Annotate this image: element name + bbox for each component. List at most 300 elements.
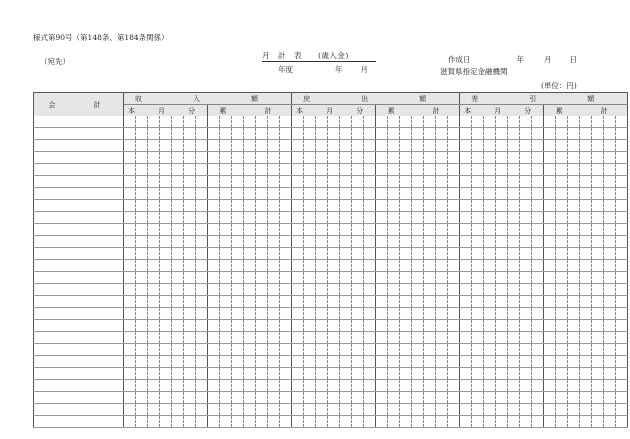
digit-cell[interactable]: [424, 200, 436, 212]
digit-cell[interactable]: [424, 380, 436, 392]
digit-cell[interactable]: [292, 116, 304, 128]
digit-cell[interactable]: [136, 320, 148, 332]
digit-cell[interactable]: [520, 164, 532, 176]
digit-cell[interactable]: [568, 236, 580, 248]
digit-cell[interactable]: [544, 212, 556, 224]
digit-cell[interactable]: [460, 236, 472, 248]
digit-cell[interactable]: [268, 416, 280, 428]
digit-cell[interactable]: [172, 128, 184, 140]
digit-cell[interactable]: [568, 260, 580, 272]
digit-cell[interactable]: [184, 140, 196, 152]
digit-cell[interactable]: [196, 344, 208, 356]
digit-cell[interactable]: [196, 320, 208, 332]
digit-cell[interactable]: [592, 128, 604, 140]
digit-cell[interactable]: [292, 416, 304, 428]
digit-cell[interactable]: [352, 284, 364, 296]
digit-cell[interactable]: [400, 128, 412, 140]
digit-cell[interactable]: [172, 416, 184, 428]
digit-cell[interactable]: [520, 416, 532, 428]
digit-cell[interactable]: [316, 392, 328, 404]
digit-cell[interactable]: [328, 128, 340, 140]
digit-cell[interactable]: [532, 236, 544, 248]
digit-cell[interactable]: [424, 128, 436, 140]
digit-cell[interactable]: [124, 176, 136, 188]
digit-cell[interactable]: [604, 140, 616, 152]
digit-cell[interactable]: [232, 236, 244, 248]
digit-cell[interactable]: [292, 224, 304, 236]
digit-cell[interactable]: [304, 224, 316, 236]
digit-cell[interactable]: [448, 176, 460, 188]
digit-cell[interactable]: [184, 212, 196, 224]
digit-cell[interactable]: [616, 140, 628, 152]
digit-cell[interactable]: [496, 320, 508, 332]
digit-cell[interactable]: [292, 344, 304, 356]
digit-cell[interactable]: [592, 356, 604, 368]
digit-cell[interactable]: [580, 332, 592, 344]
digit-cell[interactable]: [268, 344, 280, 356]
digit-cell[interactable]: [160, 152, 172, 164]
digit-cell[interactable]: [448, 152, 460, 164]
digit-cell[interactable]: [280, 200, 292, 212]
digit-cell[interactable]: [400, 224, 412, 236]
digit-cell[interactable]: [148, 296, 160, 308]
digit-cell[interactable]: [172, 356, 184, 368]
digit-cell[interactable]: [352, 188, 364, 200]
digit-cell[interactable]: [364, 176, 376, 188]
digit-cell[interactable]: [424, 308, 436, 320]
digit-cell[interactable]: [196, 272, 208, 284]
digit-cell[interactable]: [184, 416, 196, 428]
digit-cell[interactable]: [412, 200, 424, 212]
digit-cell[interactable]: [436, 344, 448, 356]
digit-cell[interactable]: [544, 140, 556, 152]
digit-cell[interactable]: [292, 272, 304, 284]
digit-cell[interactable]: [304, 236, 316, 248]
digit-cell[interactable]: [136, 116, 148, 128]
digit-cell[interactable]: [268, 404, 280, 416]
digit-cell[interactable]: [172, 392, 184, 404]
digit-cell[interactable]: [364, 212, 376, 224]
digit-cell[interactable]: [484, 320, 496, 332]
digit-cell[interactable]: [436, 272, 448, 284]
digit-cell[interactable]: [256, 380, 268, 392]
digit-cell[interactable]: [448, 320, 460, 332]
digit-cell[interactable]: [232, 404, 244, 416]
digit-cell[interactable]: [508, 392, 520, 404]
digit-cell[interactable]: [148, 392, 160, 404]
digit-cell[interactable]: [268, 380, 280, 392]
digit-cell[interactable]: [532, 200, 544, 212]
digit-cell[interactable]: [400, 344, 412, 356]
digit-cell[interactable]: [412, 284, 424, 296]
digit-cell[interactable]: [412, 416, 424, 428]
digit-cell[interactable]: [484, 212, 496, 224]
digit-cell[interactable]: [592, 308, 604, 320]
account-cell[interactable]: [34, 344, 124, 356]
digit-cell[interactable]: [616, 392, 628, 404]
digit-cell[interactable]: [244, 332, 256, 344]
digit-cell[interactable]: [352, 176, 364, 188]
account-cell[interactable]: [34, 392, 124, 404]
digit-cell[interactable]: [352, 200, 364, 212]
digit-cell[interactable]: [424, 140, 436, 152]
digit-cell[interactable]: [256, 332, 268, 344]
digit-cell[interactable]: [424, 344, 436, 356]
digit-cell[interactable]: [220, 356, 232, 368]
digit-cell[interactable]: [460, 152, 472, 164]
digit-cell[interactable]: [532, 188, 544, 200]
digit-cell[interactable]: [436, 140, 448, 152]
digit-cell[interactable]: [448, 404, 460, 416]
digit-cell[interactable]: [280, 116, 292, 128]
digit-cell[interactable]: [484, 272, 496, 284]
digit-cell[interactable]: [232, 116, 244, 128]
digit-cell[interactable]: [280, 320, 292, 332]
digit-cell[interactable]: [328, 176, 340, 188]
digit-cell[interactable]: [508, 176, 520, 188]
digit-cell[interactable]: [580, 140, 592, 152]
digit-cell[interactable]: [424, 164, 436, 176]
account-cell[interactable]: [34, 416, 124, 428]
digit-cell[interactable]: [532, 404, 544, 416]
digit-cell[interactable]: [160, 416, 172, 428]
digit-cell[interactable]: [268, 392, 280, 404]
digit-cell[interactable]: [220, 272, 232, 284]
digit-cell[interactable]: [160, 248, 172, 260]
digit-cell[interactable]: [604, 356, 616, 368]
digit-cell[interactable]: [568, 368, 580, 380]
digit-cell[interactable]: [580, 212, 592, 224]
digit-cell[interactable]: [292, 176, 304, 188]
digit-cell[interactable]: [544, 332, 556, 344]
digit-cell[interactable]: [412, 332, 424, 344]
digit-cell[interactable]: [280, 140, 292, 152]
digit-cell[interactable]: [196, 176, 208, 188]
digit-cell[interactable]: [148, 344, 160, 356]
digit-cell[interactable]: [352, 164, 364, 176]
digit-cell[interactable]: [520, 404, 532, 416]
digit-cell[interactable]: [400, 116, 412, 128]
digit-cell[interactable]: [616, 284, 628, 296]
digit-cell[interactable]: [172, 152, 184, 164]
digit-cell[interactable]: [388, 164, 400, 176]
digit-cell[interactable]: [544, 272, 556, 284]
digit-cell[interactable]: [280, 212, 292, 224]
digit-cell[interactable]: [340, 260, 352, 272]
digit-cell[interactable]: [616, 260, 628, 272]
digit-cell[interactable]: [604, 272, 616, 284]
digit-cell[interactable]: [244, 380, 256, 392]
digit-cell[interactable]: [484, 176, 496, 188]
digit-cell[interactable]: [448, 260, 460, 272]
digit-cell[interactable]: [256, 152, 268, 164]
digit-cell[interactable]: [520, 188, 532, 200]
digit-cell[interactable]: [208, 284, 220, 296]
digit-cell[interactable]: [340, 212, 352, 224]
digit-cell[interactable]: [244, 296, 256, 308]
digit-cell[interactable]: [424, 320, 436, 332]
digit-cell[interactable]: [172, 200, 184, 212]
digit-cell[interactable]: [352, 368, 364, 380]
digit-cell[interactable]: [280, 176, 292, 188]
digit-cell[interactable]: [436, 224, 448, 236]
digit-cell[interactable]: [604, 296, 616, 308]
digit-cell[interactable]: [484, 260, 496, 272]
digit-cell[interactable]: [616, 224, 628, 236]
digit-cell[interactable]: [400, 212, 412, 224]
digit-cell[interactable]: [592, 236, 604, 248]
digit-cell[interactable]: [316, 224, 328, 236]
digit-cell[interactable]: [412, 296, 424, 308]
digit-cell[interactable]: [160, 236, 172, 248]
digit-cell[interactable]: [496, 368, 508, 380]
digit-cell[interactable]: [244, 272, 256, 284]
digit-cell[interactable]: [568, 320, 580, 332]
digit-cell[interactable]: [532, 128, 544, 140]
digit-cell[interactable]: [592, 188, 604, 200]
account-cell[interactable]: [34, 212, 124, 224]
digit-cell[interactable]: [400, 188, 412, 200]
digit-cell[interactable]: [388, 248, 400, 260]
digit-cell[interactable]: [424, 416, 436, 428]
digit-cell[interactable]: [388, 128, 400, 140]
digit-cell[interactable]: [124, 404, 136, 416]
digit-cell[interactable]: [316, 152, 328, 164]
digit-cell[interactable]: [472, 200, 484, 212]
digit-cell[interactable]: [340, 284, 352, 296]
digit-cell[interactable]: [508, 164, 520, 176]
digit-cell[interactable]: [412, 272, 424, 284]
digit-cell[interactable]: [352, 308, 364, 320]
digit-cell[interactable]: [256, 272, 268, 284]
digit-cell[interactable]: [532, 332, 544, 344]
digit-cell[interactable]: [340, 356, 352, 368]
digit-cell[interactable]: [172, 248, 184, 260]
digit-cell[interactable]: [184, 332, 196, 344]
digit-cell[interactable]: [484, 332, 496, 344]
digit-cell[interactable]: [604, 332, 616, 344]
digit-cell[interactable]: [412, 320, 424, 332]
digit-cell[interactable]: [544, 356, 556, 368]
digit-cell[interactable]: [424, 356, 436, 368]
digit-cell[interactable]: [400, 296, 412, 308]
digit-cell[interactable]: [328, 380, 340, 392]
digit-cell[interactable]: [124, 212, 136, 224]
digit-cell[interactable]: [220, 176, 232, 188]
digit-cell[interactable]: [472, 140, 484, 152]
digit-cell[interactable]: [448, 272, 460, 284]
digit-cell[interactable]: [496, 176, 508, 188]
digit-cell[interactable]: [448, 116, 460, 128]
digit-cell[interactable]: [316, 248, 328, 260]
digit-cell[interactable]: [124, 116, 136, 128]
digit-cell[interactable]: [292, 248, 304, 260]
digit-cell[interactable]: [496, 140, 508, 152]
digit-cell[interactable]: [472, 176, 484, 188]
digit-cell[interactable]: [340, 392, 352, 404]
digit-cell[interactable]: [412, 356, 424, 368]
digit-cell[interactable]: [544, 188, 556, 200]
digit-cell[interactable]: [172, 140, 184, 152]
digit-cell[interactable]: [256, 140, 268, 152]
digit-cell[interactable]: [196, 164, 208, 176]
digit-cell[interactable]: [244, 344, 256, 356]
digit-cell[interactable]: [328, 224, 340, 236]
digit-cell[interactable]: [436, 128, 448, 140]
digit-cell[interactable]: [268, 128, 280, 140]
digit-cell[interactable]: [508, 140, 520, 152]
digit-cell[interactable]: [232, 212, 244, 224]
digit-cell[interactable]: [496, 308, 508, 320]
digit-cell[interactable]: [160, 320, 172, 332]
digit-cell[interactable]: [280, 392, 292, 404]
digit-cell[interactable]: [232, 248, 244, 260]
digit-cell[interactable]: [124, 332, 136, 344]
digit-cell[interactable]: [400, 368, 412, 380]
digit-cell[interactable]: [256, 284, 268, 296]
digit-cell[interactable]: [472, 296, 484, 308]
digit-cell[interactable]: [208, 368, 220, 380]
digit-cell[interactable]: [436, 176, 448, 188]
account-cell[interactable]: [34, 272, 124, 284]
digit-cell[interactable]: [184, 152, 196, 164]
digit-cell[interactable]: [184, 356, 196, 368]
digit-cell[interactable]: [496, 224, 508, 236]
digit-cell[interactable]: [220, 416, 232, 428]
digit-cell[interactable]: [196, 116, 208, 128]
digit-cell[interactable]: [388, 272, 400, 284]
digit-cell[interactable]: [520, 128, 532, 140]
digit-cell[interactable]: [484, 248, 496, 260]
digit-cell[interactable]: [304, 416, 316, 428]
digit-cell[interactable]: [424, 284, 436, 296]
digit-cell[interactable]: [160, 128, 172, 140]
digit-cell[interactable]: [496, 188, 508, 200]
digit-cell[interactable]: [520, 236, 532, 248]
digit-cell[interactable]: [496, 284, 508, 296]
digit-cell[interactable]: [220, 284, 232, 296]
digit-cell[interactable]: [184, 224, 196, 236]
digit-cell[interactable]: [388, 404, 400, 416]
account-cell[interactable]: [34, 404, 124, 416]
digit-cell[interactable]: [580, 416, 592, 428]
digit-cell[interactable]: [544, 320, 556, 332]
digit-cell[interactable]: [568, 152, 580, 164]
digit-cell[interactable]: [280, 236, 292, 248]
digit-cell[interactable]: [616, 272, 628, 284]
digit-cell[interactable]: [316, 284, 328, 296]
digit-cell[interactable]: [124, 380, 136, 392]
digit-cell[interactable]: [448, 248, 460, 260]
digit-cell[interactable]: [256, 224, 268, 236]
digit-cell[interactable]: [568, 176, 580, 188]
digit-cell[interactable]: [232, 392, 244, 404]
digit-cell[interactable]: [364, 284, 376, 296]
digit-cell[interactable]: [424, 116, 436, 128]
digit-cell[interactable]: [364, 200, 376, 212]
digit-cell[interactable]: [316, 140, 328, 152]
digit-cell[interactable]: [340, 164, 352, 176]
digit-cell[interactable]: [436, 332, 448, 344]
digit-cell[interactable]: [220, 248, 232, 260]
digit-cell[interactable]: [160, 332, 172, 344]
digit-cell[interactable]: [448, 188, 460, 200]
digit-cell[interactable]: [208, 176, 220, 188]
digit-cell[interactable]: [316, 272, 328, 284]
digit-cell[interactable]: [520, 380, 532, 392]
digit-cell[interactable]: [268, 224, 280, 236]
digit-cell[interactable]: [136, 188, 148, 200]
digit-cell[interactable]: [148, 308, 160, 320]
digit-cell[interactable]: [352, 356, 364, 368]
digit-cell[interactable]: [340, 332, 352, 344]
digit-cell[interactable]: [544, 284, 556, 296]
digit-cell[interactable]: [316, 368, 328, 380]
digit-cell[interactable]: [328, 140, 340, 152]
digit-cell[interactable]: [580, 116, 592, 128]
digit-cell[interactable]: [352, 296, 364, 308]
digit-cell[interactable]: [316, 128, 328, 140]
digit-cell[interactable]: [316, 344, 328, 356]
digit-cell[interactable]: [376, 404, 388, 416]
digit-cell[interactable]: [616, 356, 628, 368]
digit-cell[interactable]: [196, 212, 208, 224]
digit-cell[interactable]: [412, 128, 424, 140]
digit-cell[interactable]: [292, 356, 304, 368]
digit-cell[interactable]: [412, 176, 424, 188]
digit-cell[interactable]: [448, 416, 460, 428]
digit-cell[interactable]: [532, 296, 544, 308]
digit-cell[interactable]: [592, 200, 604, 212]
digit-cell[interactable]: [460, 356, 472, 368]
digit-cell[interactable]: [484, 128, 496, 140]
digit-cell[interactable]: [172, 368, 184, 380]
digit-cell[interactable]: [232, 224, 244, 236]
digit-cell[interactable]: [436, 392, 448, 404]
digit-cell[interactable]: [508, 272, 520, 284]
digit-cell[interactable]: [568, 128, 580, 140]
digit-cell[interactable]: [196, 308, 208, 320]
digit-cell[interactable]: [496, 128, 508, 140]
digit-cell[interactable]: [580, 308, 592, 320]
digit-cell[interactable]: [208, 140, 220, 152]
digit-cell[interactable]: [556, 140, 568, 152]
digit-cell[interactable]: [244, 236, 256, 248]
digit-cell[interactable]: [520, 260, 532, 272]
digit-cell[interactable]: [292, 140, 304, 152]
digit-cell[interactable]: [208, 296, 220, 308]
digit-cell[interactable]: [208, 164, 220, 176]
digit-cell[interactable]: [460, 296, 472, 308]
digit-cell[interactable]: [556, 200, 568, 212]
digit-cell[interactable]: [136, 368, 148, 380]
digit-cell[interactable]: [292, 164, 304, 176]
digit-cell[interactable]: [376, 380, 388, 392]
digit-cell[interactable]: [484, 236, 496, 248]
digit-cell[interactable]: [232, 164, 244, 176]
digit-cell[interactable]: [508, 224, 520, 236]
digit-cell[interactable]: [268, 164, 280, 176]
digit-cell[interactable]: [556, 332, 568, 344]
digit-cell[interactable]: [424, 188, 436, 200]
digit-cell[interactable]: [136, 236, 148, 248]
digit-cell[interactable]: [304, 116, 316, 128]
digit-cell[interactable]: [136, 260, 148, 272]
digit-cell[interactable]: [304, 248, 316, 260]
digit-cell[interactable]: [376, 212, 388, 224]
digit-cell[interactable]: [556, 416, 568, 428]
digit-cell[interactable]: [604, 392, 616, 404]
